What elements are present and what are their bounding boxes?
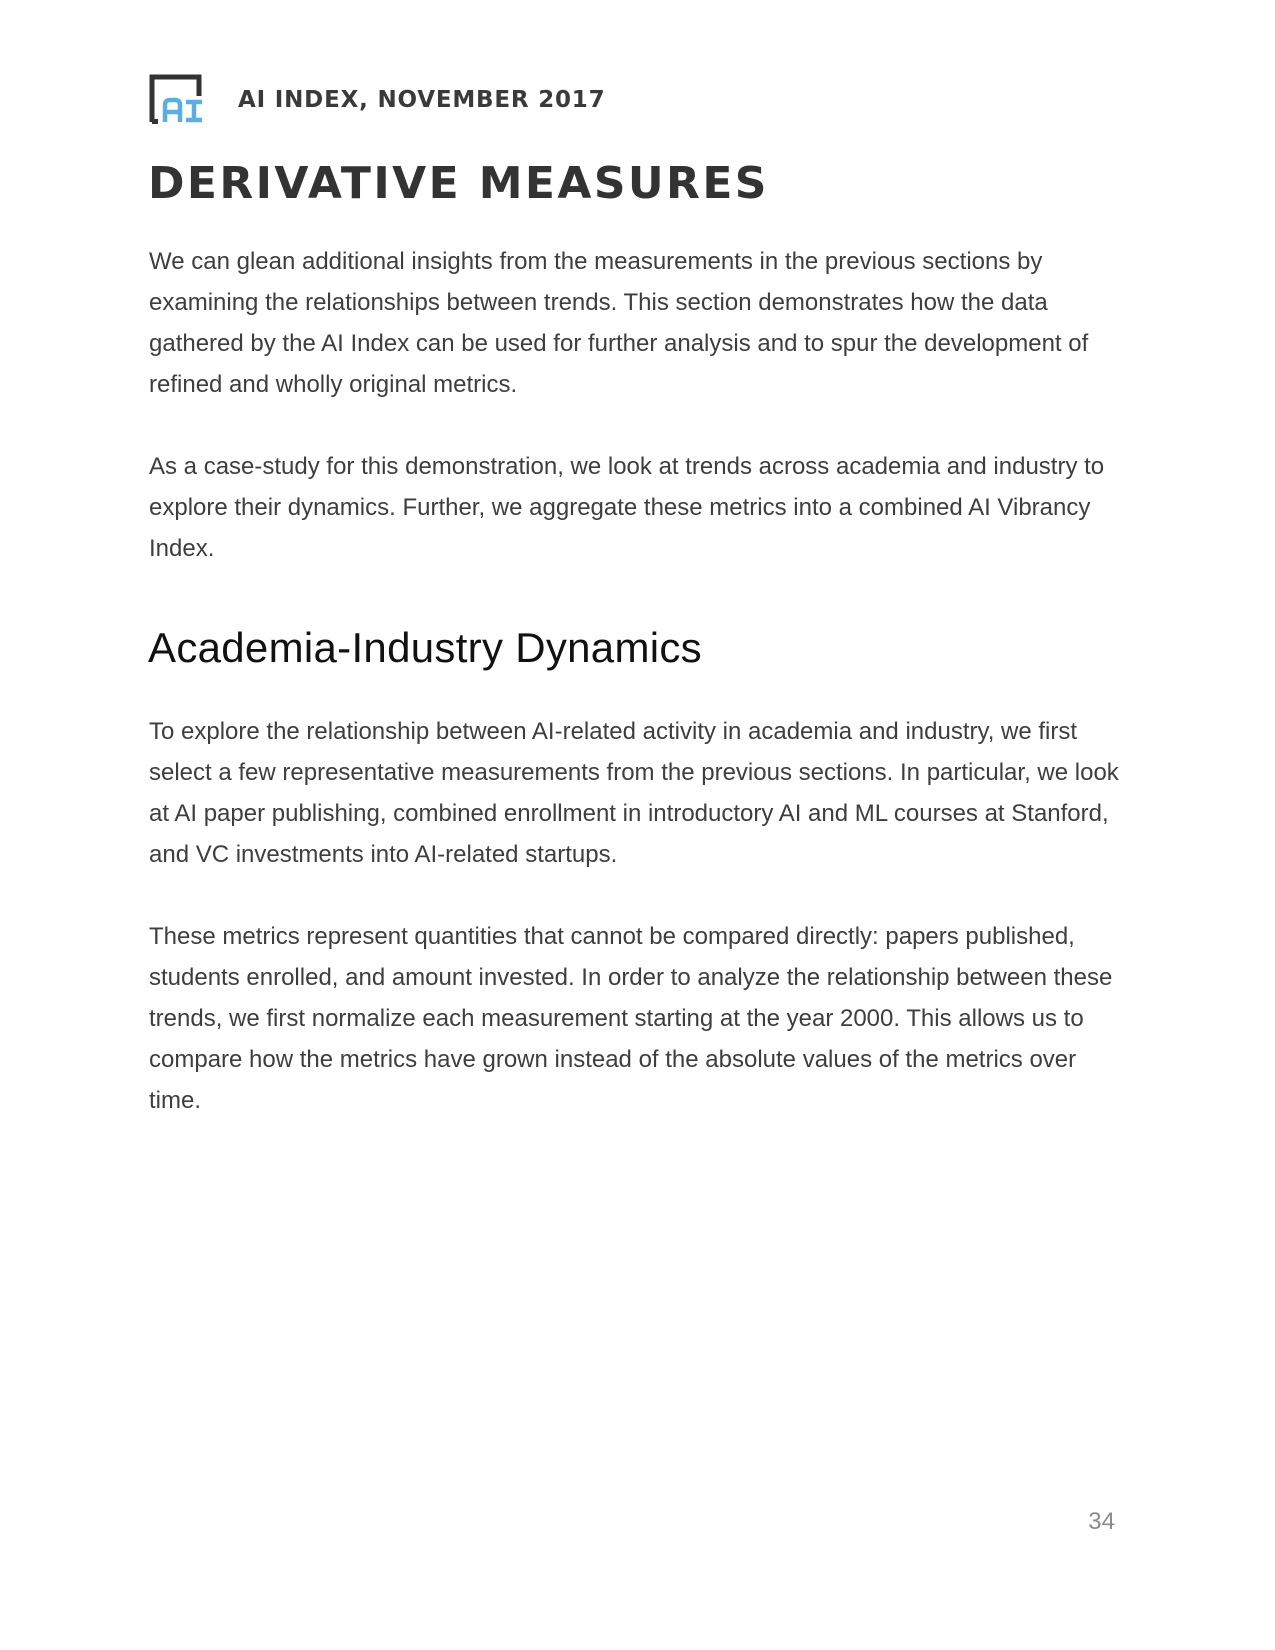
ai-index-logo [149,74,204,124]
header-title: AI INDEX, NOVEMBER 2017 [238,87,606,113]
intro-paragraph-2: As a case-study for this demonstration, we look at trends across academia and industry to explore their dynamics. Further, we aggregate these metrics into a combined AI Vibrancy Index. [149,453,1105,562]
page-title: DERIVATIVE MEASURES [148,158,769,209]
section-title: Academia-Industry Dynamics [148,624,702,671]
section-paragraph-2: These metrics represent quantities that cannot be compared directly: papers published, students enrolled, and amount invested. In order to analyze the relationship between these trends, we first normalize each measurement starting at the year 2000. This allows us to compare how the metrics have grown instead of the absolute values of the metrics over time. [149,923,1113,1114]
page-number: 34 [1088,1508,1115,1535]
section-paragraph-1: To explore the relationship between AI-related activity in academia and industry, we first select a few representative measurements from the previous sections. In particular, we look at AI paper publishing, combined enrollment in introductory AI and ML courses at Stanford, and VC investments into AI-related startups. [149,718,1119,868]
intro-paragraph-1: We can glean additional insights from the measurements in the previous sections by examining the relationships between trends. This section demonstrates how the data gathered by the AI Index can be used for further analysis and to spur the development of refined and wholly original metrics. [149,248,1089,398]
page-header [149,74,605,124]
